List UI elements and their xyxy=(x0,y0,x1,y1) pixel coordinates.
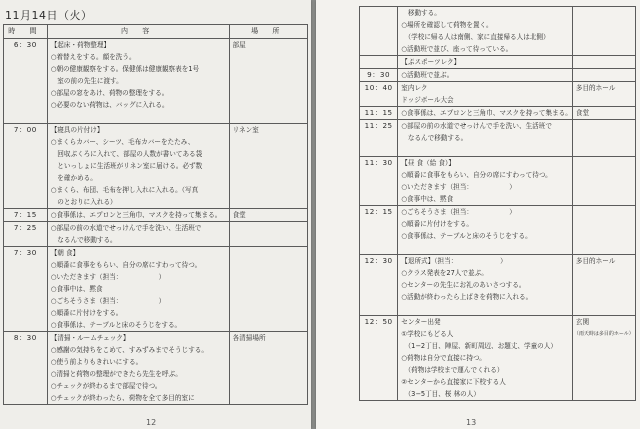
content-line: 【寝具の片付け】 xyxy=(50,126,104,134)
place-cell xyxy=(572,82,635,107)
place-text: リネン室 xyxy=(232,126,259,134)
content-cell xyxy=(47,124,229,209)
content-line: 【昼 食（給 食）】 xyxy=(401,159,455,167)
content-cell xyxy=(47,247,229,332)
place-cell xyxy=(229,209,307,222)
schedule-row xyxy=(360,206,636,255)
time-cell xyxy=(360,206,398,255)
place-text xyxy=(573,206,635,218)
schedule-table-left xyxy=(3,24,308,405)
time-cell xyxy=(360,255,398,316)
place-text xyxy=(573,56,635,68)
place-cell xyxy=(572,56,635,69)
content-line: ○いただきます（担当： ） xyxy=(50,273,166,281)
time-cell xyxy=(4,39,48,124)
schedule-body-right xyxy=(360,7,636,401)
schedule-row xyxy=(360,316,636,401)
date-heading: 11月14日（火） xyxy=(5,9,93,22)
place-cell xyxy=(229,39,307,124)
place-cell xyxy=(229,247,307,332)
schedule-row xyxy=(360,157,636,206)
content-line: なるんで移動する。 xyxy=(401,134,468,142)
content-line: ○清掃と荷物の整理ができたら先生を呼ぶ。 xyxy=(50,370,182,378)
place-text: 各清掃場所 xyxy=(232,334,266,342)
content-line xyxy=(48,111,229,123)
content-line: 【朝 食】 xyxy=(50,249,80,257)
content-line: ○部屋の前の水道でせっけんで手を洗い、生活班で xyxy=(401,122,552,130)
content-line: ○場所を確認して荷物を置く。 xyxy=(401,21,493,29)
time-text: 10：40 xyxy=(364,83,393,92)
content-line: ○朝の健康観察をする。保健係は健康観察表を1号 xyxy=(50,65,200,73)
time-text: 7：25 xyxy=(13,223,37,232)
place-text xyxy=(573,7,635,19)
content-line: のとおりに入れる） xyxy=(50,198,117,206)
time-cell xyxy=(360,316,398,401)
content-line: ②センターから直接家に下校する人 xyxy=(401,378,506,386)
content-line: ○荷物は自分で直接に持つ。 xyxy=(401,354,486,362)
content-cell xyxy=(398,120,573,157)
time-cell xyxy=(4,222,48,247)
time-text: 8：30 xyxy=(13,333,37,342)
content-line: ○ごちそうさま（担当： ） xyxy=(401,208,516,216)
content-line: ○順番に食事をもらい、自分の席にすわって待つ。 xyxy=(401,171,552,179)
content-line: 【清掃・ルームチェック】 xyxy=(50,334,130,342)
content-line: ○必要のない荷物は、バッグに入れる。 xyxy=(50,101,169,109)
schedule-row xyxy=(360,107,636,120)
content-line: ○活動班で並ぶ。 xyxy=(401,71,454,79)
header-content: 内 容 xyxy=(47,25,229,39)
schedule-row xyxy=(360,255,636,316)
schedule-row xyxy=(4,209,308,222)
schedule-row xyxy=(4,39,308,124)
page-number: 13 xyxy=(466,418,477,427)
place-cell xyxy=(572,69,635,82)
content-line: ○部屋の窓をあけ、荷物の整理をする。 xyxy=(50,89,169,97)
content-line: ○感謝の気持ちをこめて、すみずみまでそうじする。 xyxy=(50,346,208,354)
content-line: 移動する。 xyxy=(401,9,441,17)
place-text: 部屋 xyxy=(232,41,246,49)
content-line: ○ごちそうさま（担当： ） xyxy=(50,297,166,305)
time-text: 7：30 xyxy=(13,248,37,257)
place-cell xyxy=(572,157,635,206)
content-cell xyxy=(398,255,573,316)
time-text: 7：15 xyxy=(13,210,37,219)
content-line: ○食事係は、エプロンと三角巾、マスクを持って集まる。 xyxy=(50,211,222,219)
header-time: 時 間 xyxy=(4,25,48,39)
content-line xyxy=(398,144,572,156)
time-cell xyxy=(4,209,48,222)
content-line: 室内レク xyxy=(401,84,428,92)
content-cell xyxy=(47,222,229,247)
content-cell xyxy=(398,82,573,107)
content-line: ○使う前よりもきれいにする。 xyxy=(50,358,143,366)
content-cell xyxy=(47,332,229,405)
content-line: センター出発 xyxy=(401,318,441,326)
time-cell xyxy=(4,247,48,332)
content-line: ○活動が終わったら上ばきを荷物に入れる。 xyxy=(401,293,533,301)
schedule-body-left xyxy=(4,39,308,405)
time-cell xyxy=(360,82,398,107)
schedule-row xyxy=(360,120,636,157)
content-cell xyxy=(398,69,573,82)
header-place: 場 所 xyxy=(229,25,307,39)
time-cell xyxy=(360,56,398,69)
content-line: ○順番に食事をもらい、自分の席にすわって待つ。 xyxy=(50,261,202,269)
content-line: を確かめる。 xyxy=(50,174,97,182)
place-text: 多目的ホール xyxy=(575,84,616,92)
place-text: 食堂 xyxy=(232,211,246,219)
content-line: 室の前の先生に渡す。 xyxy=(50,77,123,85)
content-line: 【起床・荷物整理】 xyxy=(50,41,111,49)
time-cell xyxy=(360,107,398,120)
content-line: ○着替えをする。顔を洗う。 xyxy=(50,53,136,61)
content-line: ○順番に片付けをする。 xyxy=(401,220,473,228)
place-cell xyxy=(572,120,635,157)
schedule-row xyxy=(4,332,308,405)
content-line: ○活動班で並び、座って待っている。 xyxy=(401,45,513,53)
place-text xyxy=(230,222,307,234)
content-line: ○食事係は、エプロンと三角巾、マスクを持って集まる。 xyxy=(401,109,572,117)
content-line xyxy=(398,303,572,315)
content-cell xyxy=(398,56,573,69)
place-text: 食堂 xyxy=(575,109,590,117)
content-line: ○部屋の前の水道でせっけんで手を洗い、生活班で xyxy=(50,224,202,232)
content-line: （学校に帰る人は南側、家に直接帰る人は北側） xyxy=(401,33,550,41)
place-cell xyxy=(572,7,635,56)
content-line: ○食事係は、テーブルと床のそうじをする。 xyxy=(401,232,532,240)
place-text: 多目的ホール xyxy=(575,257,616,265)
content-line: ○食事係は、テーブルと床のそうじをする。 xyxy=(50,321,182,329)
time-cell xyxy=(360,7,398,56)
content-line: ○まくらカバー、シーツ、毛布カバーをたたみ、 xyxy=(50,138,195,146)
time-text: 7：00 xyxy=(13,125,37,134)
content-line: ○食事中は、黙食 xyxy=(401,195,454,203)
content-line: ドッジボール大会 xyxy=(401,96,454,104)
place-cell xyxy=(572,255,635,316)
content-line xyxy=(398,242,572,254)
content-line: ○まくら、布団、毛布を押し入れに入れる。（写真 xyxy=(50,186,199,194)
place-cell xyxy=(229,124,307,209)
content-line: 回収ぶくろに入れて、部屋の人数が書いてある袋 xyxy=(50,150,203,158)
time-text: 12：15 xyxy=(364,207,393,216)
time-text: 9：30 xyxy=(367,70,391,79)
content-line: 【ぷスポーツレク】 xyxy=(401,58,461,66)
place-cell xyxy=(572,316,635,401)
time-text: 11：15 xyxy=(364,108,393,117)
content-line: ○チェックが終わったら、荷物を全て多目的室に xyxy=(50,394,195,402)
schedule-row xyxy=(360,7,636,56)
schedule-row xyxy=(4,124,308,209)
page-number: 12 xyxy=(146,418,157,427)
content-cell xyxy=(398,157,573,206)
place-note: （雨天時は多目的ホール） xyxy=(573,331,634,337)
content-cell xyxy=(398,206,573,255)
place-text: 玄関 xyxy=(575,318,590,326)
content-line: ①学校にもどる人 xyxy=(401,330,454,338)
table-header-row xyxy=(4,25,308,39)
schedule-row xyxy=(4,222,308,247)
schedule-table-right xyxy=(359,6,636,401)
place-text xyxy=(573,120,635,132)
time-text: 12：30 xyxy=(364,256,393,265)
content-line: （荷物は学校まで運んでくれる） xyxy=(401,366,504,374)
time-text: 6：30 xyxy=(13,40,37,49)
place-cell xyxy=(229,332,307,405)
place-cell xyxy=(572,107,635,120)
time-cell xyxy=(360,120,398,157)
left-page xyxy=(0,0,311,429)
right-page xyxy=(316,0,640,429)
content-line: ○いただきます（担当： ） xyxy=(401,183,516,191)
time-cell xyxy=(4,124,48,209)
content-cell xyxy=(398,107,573,120)
time-text: 11：25 xyxy=(364,121,393,130)
time-text: 12：50 xyxy=(364,317,393,326)
schedule-row xyxy=(360,69,636,82)
content-cell xyxy=(398,7,573,56)
content-line: ○食事中は、黙食 xyxy=(50,285,103,293)
content-line: 【退所式】（担当： ） xyxy=(401,257,507,265)
content-cell xyxy=(47,209,229,222)
content-line: ○順番に片付けをする。 xyxy=(50,309,123,317)
time-cell xyxy=(360,157,398,206)
content-line: ○センターの先生にお礼のあいさつする。 xyxy=(401,281,526,289)
content-line: といっしょに生活班がリネン室に届ける。必ず数 xyxy=(50,162,203,170)
place-text xyxy=(573,157,635,169)
time-cell xyxy=(4,332,48,405)
content-line: ○チェックが終わるまで部屋で待つ。 xyxy=(50,382,162,390)
content-line: （1−2丁目、陣屋、新町周辺、お題丈、学童の人） xyxy=(401,342,557,350)
time-cell xyxy=(360,69,398,82)
schedule-row xyxy=(360,82,636,107)
content-cell xyxy=(398,316,573,401)
place-cell xyxy=(229,222,307,247)
time-text xyxy=(360,56,397,68)
place-text xyxy=(573,69,635,81)
content-cell xyxy=(47,39,229,124)
content-line: なるんで移動する。 xyxy=(50,236,117,244)
time-text xyxy=(360,7,397,19)
place-cell xyxy=(572,206,635,255)
schedule-row xyxy=(4,247,308,332)
time-text: 11：30 xyxy=(364,158,393,167)
content-line: ○クラス発表を27人で並ぶ。 xyxy=(401,269,488,277)
schedule-row xyxy=(360,56,636,69)
place-text xyxy=(230,247,307,259)
content-line: （3−5丁目、桜 林の人） xyxy=(401,390,480,398)
